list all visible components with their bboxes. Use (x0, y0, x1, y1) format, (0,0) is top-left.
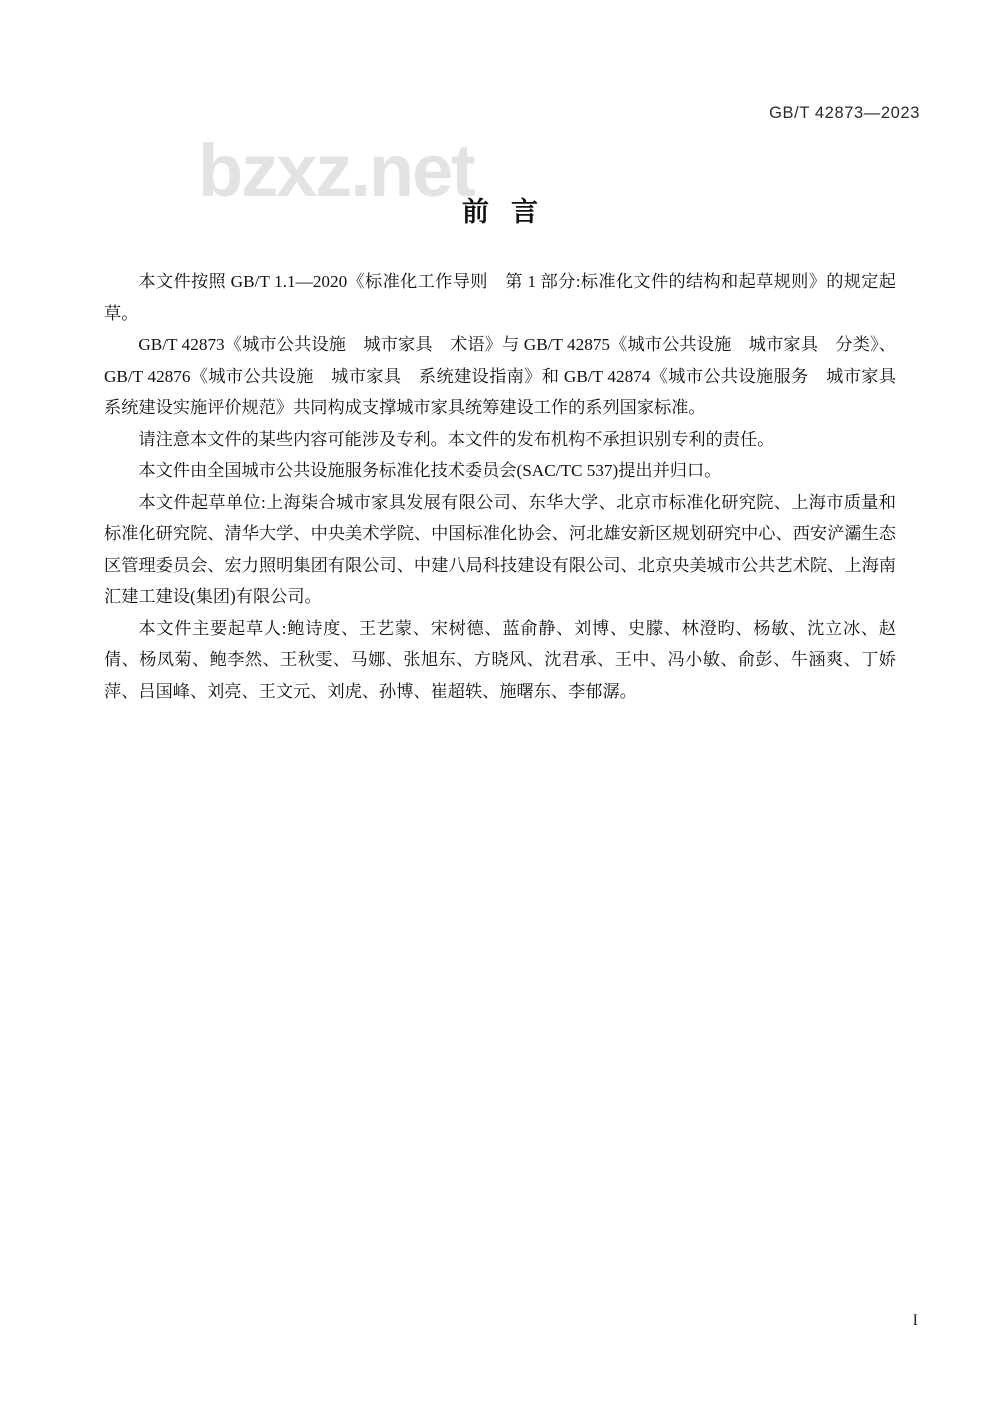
paragraph: 本文件主要起草人:鲍诗度、王艺蒙、宋树德、蓝俞静、刘博、史朦、林澄昀、杨敏、沈立冰、赵倩、杨凤菊、鲍李然、王秋雯、马娜、张旭东、方晓风、沈君承、王中、冯小敏、俞彭、牛涵爽、丁娇萍、吕国峰、刘亮、王文元、刘虎、孙博、崔超轶、施曙东、李郁潺。 (104, 618, 896, 701)
page-header-standard-number: GB/T 42873—2023 (769, 104, 920, 122)
paragraph: 本文件由全国城市公共设施服务标准化技术委员会(SAC/TC 537)提出并归口。 (138, 461, 722, 480)
paragraph: GB/T 42873《城市公共设施 城市家具 术语》与 GB/T 42875《城市公共设施 城市家具 分类》、GB/T 42876《城市公共设施 城市家具 系统建设指南》和 GB/T 42874《城市公共设施服务 城市家具 系统建设实施评价规范》共同构成支撑城市家具统筹建设工作的系列国家标准。 (104, 335, 914, 417)
watermark-text: bzxz.net (198, 129, 474, 212)
page-number: I (912, 1312, 918, 1329)
paragraph: 本文件按照 GB/T 1.1—2020《标准化工作导则 第 1 部分:标准化文件的结构和起草规则》的规定起草。 (104, 272, 896, 323)
foreword-body (104, 266, 914, 707)
page-title: 前言 (462, 197, 560, 227)
paragraph: 本文件起草单位:上海柒合城市家具发展有限公司、东华大学、北京市标准化研究院、上海市质量和标准化研究院、清华大学、中央美术学院、中国标准化协会、河北雄安新区规划研究中心、西安浐灞生态区管理委员会、宏力照明集团有限公司、中建八局科技建设有限公司、北京央美城市公共艺术院、上海南汇建工建设(集团)有限公司。 (104, 492, 896, 606)
paragraph: 请注意本文件的某些内容可能涉及专利。本文件的发布机构不承担识别专利的责任。 (138, 429, 775, 449)
